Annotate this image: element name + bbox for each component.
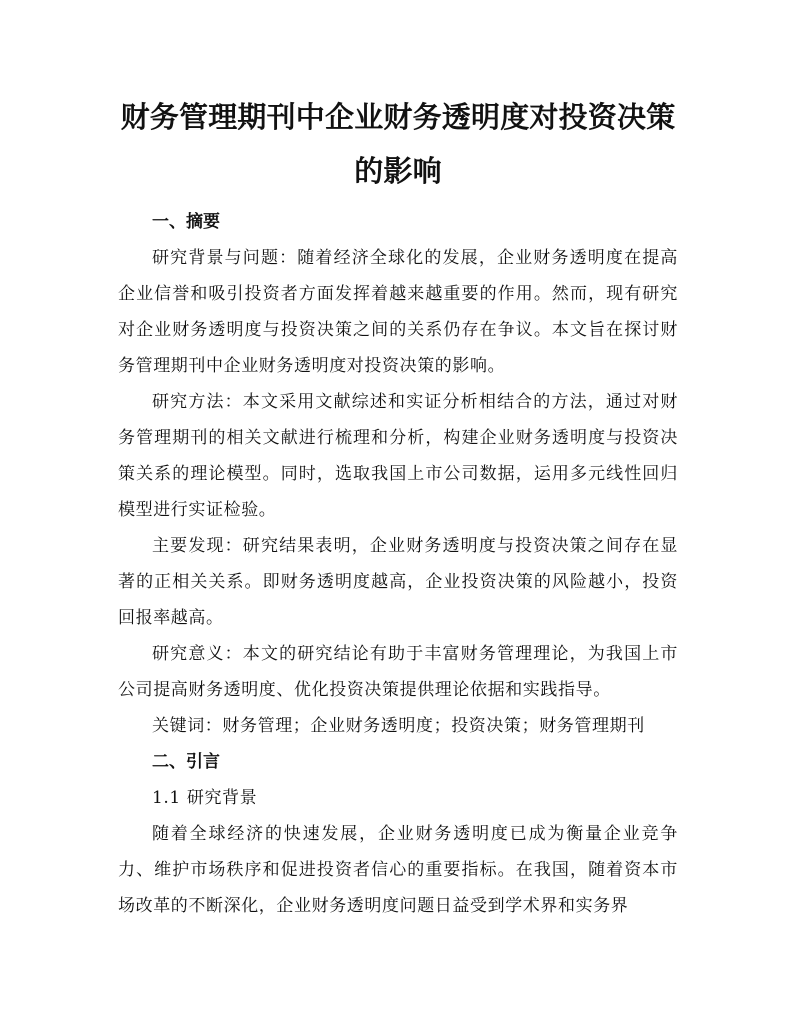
document-page (118, 90, 678, 924)
introduction-paragraph: 随着全球经济的快速发展，企业财务透明度已成为衡量企业竞争力、维护市场秩序和促进投资者信心的重要指标。在我国，随着资本市场改革的不断深化，企业财务透明度问题日益受到学术界和实务界 (118, 824, 678, 916)
abstract-significance-paragraph: 研究意义：本文的研究结论有助于丰富财务管理理论，为我国上市公司提高财务透明度、优化投资决策提供理论依据和实践指导。 (118, 644, 678, 700)
abstract-method-paragraph: 研究方法：本文采用文献综述和实证分析相结合的方法，通过对财务管理期刊的相关文献进行梳理和分析，构建企业财务透明度与投资决策关系的理论模型。同时，选取我国上市公司数据，运用多元线性回归模型进行实证检验。 (118, 392, 678, 520)
keywords-line: 关键词：财务管理；企业财务透明度；投资决策；财务管理期刊 (152, 716, 645, 736)
introduction-heading: 二、引言 (152, 752, 220, 772)
document-title-line-1: 财务管理期刊中企业财务透明度对投资决策 (120, 100, 676, 134)
abstract-heading: 一、摘要 (152, 212, 220, 232)
abstract-findings-paragraph: 主要发现：研究结果表明，企业财务透明度与投资决策之间存在显著的正相关关系。即财务透明度越高，企业投资决策的风险越小，投资回报率越高。 (118, 536, 678, 628)
document-title-line-2: 的影响 (354, 154, 442, 188)
abstract-background-paragraph: 研究背景与问题：随着经济全球化的发展，企业财务透明度在提高企业信誉和吸引投资者方面发挥着越来越重要的作用。然而，现有研究对企业财务透明度与投资决策之间的关系仍存在争议。本文旨在探讨财务管理期刊中企业财务透明度对投资决策的影响。 (118, 248, 678, 376)
research-background-subheading: 1.1 研究背景 (152, 788, 258, 808)
